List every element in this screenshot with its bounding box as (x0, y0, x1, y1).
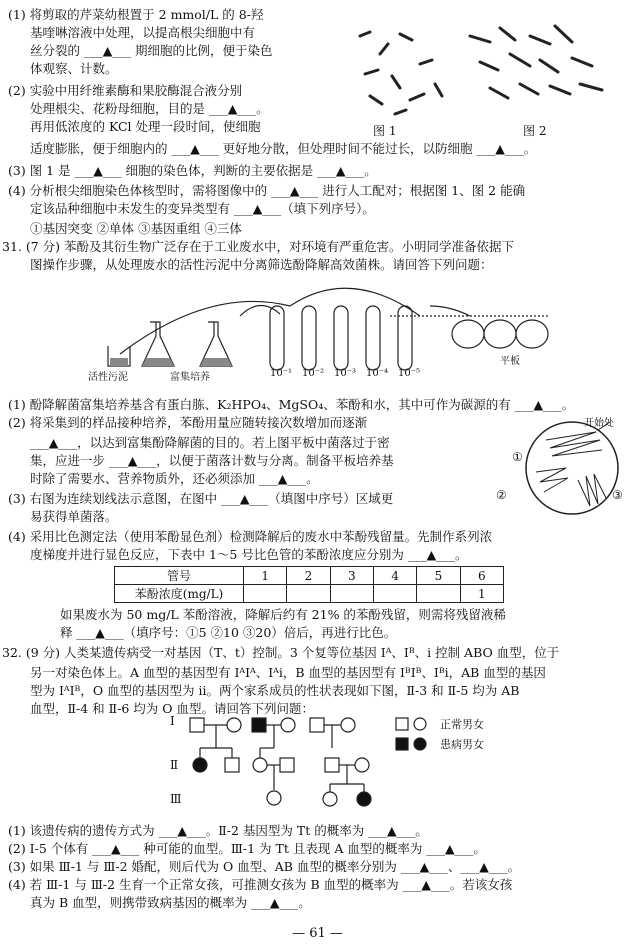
ped-I-1-male (190, 718, 204, 732)
table-cell: 4 (373, 567, 416, 585)
dilution-label-5: 10⁻⁵ (398, 368, 421, 379)
q30-1-line4: 体观察、计数。 (30, 61, 118, 76)
transfer-arrow-3 (290, 288, 420, 316)
q30-1-line1: (1) 将剪取的芹菜幼根置于 2 mmol/L 的 8-羟 (8, 7, 264, 22)
q32-stem-line3: 型为 IᴬIᴮ，O 血型的基因型为 ii。两个家系成员的性状表现如下图，Ⅱ-3 和 Ⅱ-5 均为 AB (30, 683, 520, 698)
q30-2-line3: 再用低浓度的 KCl 处理一段时间，使细胞 (30, 119, 261, 134)
q30-2-line2: 处理根尖、花粉母细胞，目的是 ___▲___。 (30, 101, 269, 116)
q32-4-line1: (4) 若 Ⅲ-1 与 Ⅲ-2 生育一个正常女孩，可推测女孩为 B 血型的概率为 ___▲___。若该女孩 (8, 877, 513, 892)
dilution-label-1: 10⁻¹ (270, 368, 293, 379)
table-cell (417, 585, 460, 603)
q30-4-line2: 定该品种细胞中未发生的变异类型有 ___▲___（填下列序号）。 (30, 201, 375, 216)
figure1-chromosomes (360, 32, 442, 114)
q30-4-line1: (4) 分析根尖细胞染色体核型时，需将图像中的 ___▲___ 进行人工配对；根据图 1、图 2 能确 (8, 183, 526, 198)
q30-1-line2: 基喹啉溶液中处理，以提高根尖细胞中有 (30, 25, 256, 40)
ped-II-3-female (253, 758, 267, 772)
q30-1-line3: 丝分裂的 ___▲___ 期细胞的比例，便于染色 (30, 43, 273, 58)
ped-III-2-female (323, 792, 337, 806)
gen-I-label: Ⅰ (170, 714, 175, 728)
q30-4-options: ①基因突变 ②单体 ③基因重组 ④三体 (30, 221, 242, 236)
q31-2-line3: 集，应进一步 ___▲___，以便于菌落计数与分离。制备平板培养基 (30, 453, 394, 468)
q31-stem-line1: 31. (7 分) 苯酚及其衍生物广泛存在于工业废水中，对环境有严重危害。小明同学准备依据下 (2, 239, 515, 254)
q30-3: (3) 图 1 是 ___▲___ 细胞的染色体，判断的主要依据是 ___▲___。 (8, 163, 377, 178)
q32-stem-line1: 32. (9 分) 人类某遗传病受一对基因（T、t）控制。3 个复等位基因 Iᴬ、Iᴮ、i 控制 ABO 血型，位于 (2, 645, 560, 660)
legend-affected-female (414, 738, 426, 750)
ped-I-6-female (341, 718, 355, 732)
flask-1-fill (142, 358, 174, 366)
dilution-label-2: 10⁻² (302, 368, 325, 379)
pedigree-chart (160, 712, 620, 820)
table-row-label: 苯酚浓度(mg/L) (115, 585, 244, 603)
plate-label: 平板 (500, 356, 520, 367)
table-cell: 5 (417, 567, 460, 585)
start-label: 开始处 (584, 418, 614, 429)
q32-2: (2) Ⅰ-5 个体有 ___▲___ 种可能的血型。Ⅲ-1 为 Tt 且表现 A 血型的概率为 ___▲___。 (8, 841, 486, 856)
table-cell (244, 585, 287, 603)
q32-4-line2: 真为 B 血型，则携带致病基因的概率为 ___▲___。 (30, 895, 311, 910)
gen-III-label: Ⅲ (170, 792, 182, 806)
q31-4-line4: 释 ___▲___（填序号：①5 ②10 ③20）倍后，再进行比色。 (60, 625, 397, 640)
transfer-arrow-1 (120, 301, 290, 354)
q30-2-line1: (2) 实验中用纤维素酶和果胶酶混合液分别 (8, 83, 243, 98)
table-header-label: 管号 (115, 567, 244, 585)
q31-2-line1: (2) 将采集到的样品接种培养，苯酚用量应随转接次数增加而逐渐 (8, 415, 368, 430)
streak-lines (536, 432, 606, 506)
ped-III-3-female-affected (357, 792, 371, 806)
fig1-caption: 图 1 (373, 124, 397, 138)
q32-3: (3) 如果 Ⅲ-1 与 Ⅲ-2 婚配，则后代为 O 血型、AB 血型的概率分别为 ___▲___、___▲___。 (8, 859, 521, 874)
table-row (115, 585, 504, 603)
legend-affected-male (396, 738, 408, 750)
enrich-label: 富集培养 (170, 372, 210, 383)
legend-sick-label: 患病男女 (440, 738, 484, 751)
sludge-fill (110, 358, 128, 366)
streak-zone-1: ① (512, 450, 523, 464)
ped-II-4-male (280, 758, 294, 772)
sludge-label: 活性污泥 (88, 372, 128, 383)
dilution-label-3: 10⁻³ (334, 368, 357, 379)
q31-3-line2: 易获得单菌落。 (30, 509, 118, 524)
page-number: — 61 — (292, 926, 343, 941)
q30-2-line4: 适度膨胀，便于细胞内的 ___▲___ 更好地分散，但处理时间不能过长，以防细胞 ___▲___。 (30, 141, 537, 156)
phenol-table (114, 566, 504, 603)
table-cell: 6 (460, 567, 503, 585)
table-cell: 2 (287, 567, 330, 585)
ped-III-1-female (267, 791, 281, 805)
streak-zone-3: ③ (612, 488, 623, 502)
ped-II-2-male (225, 758, 239, 772)
q31-2-line2: ___▲___，以达到富集酚降解菌的目的。若上图平板中菌落过于密 (30, 435, 390, 450)
flask-2-fill (200, 358, 232, 366)
q31-4-line2: 度梯度并进行显色反应，下表中 1～5 号比色管的苯酚浓度应分别为 ___▲___。 (30, 547, 468, 562)
q32-stem-line4: 血型，Ⅱ-4 和 Ⅱ-6 均为 O 血型。请回答下列问题： (30, 701, 314, 716)
legend-normal-female (414, 718, 426, 730)
q31-4-line1: (4) 采用比色测定法（使用苯酚显色剂）检测降解后的废水中苯酚残留量。先制作系列浓 (8, 529, 493, 544)
ped-I-5-male (310, 718, 324, 732)
q31-2-line4: 时除了需要水、营养物质外，还必须添加 ___▲___。 (30, 471, 319, 486)
q32-1: (1) 该遗传病的遗传方式为 ___▲___。Ⅱ-2 基因型为 Tt 的概率为 ___▲___。 (8, 823, 428, 838)
gen-II-label: Ⅱ (170, 758, 179, 772)
ped-I-3-male-affected (252, 718, 266, 732)
table-cell (330, 585, 373, 603)
figure2-chromosomes (470, 26, 602, 98)
transfer-arrow-4 (430, 306, 470, 316)
fig2-caption: 图 2 (523, 124, 547, 138)
table-cell: 1 (244, 567, 287, 585)
q31-4-line3: 如果废水为 50 mg/L 苯酚溶液，降解后约有 21% 的苯酚残留，则需将残留液稀 (60, 607, 506, 622)
legend-normal-label: 正常男女 (440, 718, 484, 731)
ped-I-2-female (227, 718, 241, 732)
plate-2 (484, 320, 516, 348)
plate-1 (452, 320, 484, 348)
dilution-label-4: 10⁻⁴ (366, 368, 389, 379)
table-cell (287, 585, 330, 603)
ped-I-4-female (281, 718, 295, 732)
q31-stem-line2: 图操作步骤，从处理废水的活性污泥中分离筛选酚降解高效菌株。请回答下列问题： (30, 257, 493, 272)
table-row (115, 567, 504, 585)
table-cell (373, 585, 416, 603)
q31-3-line1: (3) 右图为连续划线法示意图，在图中 ___▲___（填图中序号）区域更 (8, 491, 394, 506)
q32-stem-line2: 另一对染色体上。A 血型的基因型有 IᴬIᴬ、Iᴬi，B 血型的基因型有 IᴮIᴮ、Iᴮi，AB 血型的基因 (30, 665, 546, 680)
ped-II-1-female-affected (193, 758, 207, 772)
q31-1: (1) 酚降解菌富集培养基含有蛋白胨、K₂HPO₄、MgSO₄、苯酚和水，其中可作为碳源的有 ___▲___。 (8, 397, 575, 412)
legend-normal-male (396, 718, 408, 730)
table-cell: 3 (330, 567, 373, 585)
ped-II-5-male (325, 758, 339, 772)
ped-II-6-female (355, 758, 369, 772)
table-cell: 1 (460, 585, 503, 603)
plate-3 (516, 320, 548, 348)
streak-zone-2: ② (496, 488, 507, 502)
